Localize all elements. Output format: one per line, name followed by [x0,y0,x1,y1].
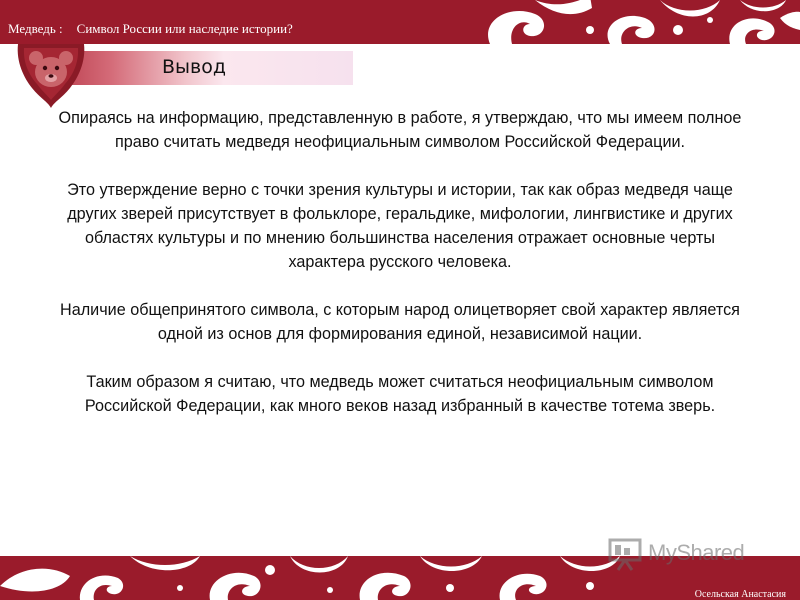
top-banner [0,0,800,44]
author-name: Осельская Анастасия [694,589,786,600]
section-title: Вывод [162,56,226,78]
ornament-decoration [360,0,800,44]
watermark-logo [606,536,766,572]
paragraph: Наличие общепринятого символа, с которым народ олицетворяет свой характер является одной из основ для формирования единой, независимой нации. [60,301,740,343]
paragraph: Это утверждение верно с точки зрения культуры и истории, так как образ медведя чаще других зверей присутствует в фольклоре, геральдике, мифологии, лингвистике и других областях культуры и по мнению большинства населения отражает основные черты характера русского человека. [67,181,733,271]
slide-header [8,21,293,37]
paragraph: Таким образом я считаю, что медведь может считаться неофициальным символом Российской Федерации, как много веков назад избранный в качестве тотема зверь. [84,373,716,415]
paragraph: Опираясь на информацию, представленную в работе, я утверждаю, что мы имеем полное право считать медведя неофициальным символом Российской Федерации. [58,109,742,151]
watermark-text: MyShared [648,540,745,565]
conclusion-text [50,106,750,442]
presentation-board-icon [606,536,646,572]
header-subtitle: Символ России или наследие истории? [76,21,293,36]
header-topic: Медведь : [8,21,63,36]
bear-head-icon [14,38,88,108]
